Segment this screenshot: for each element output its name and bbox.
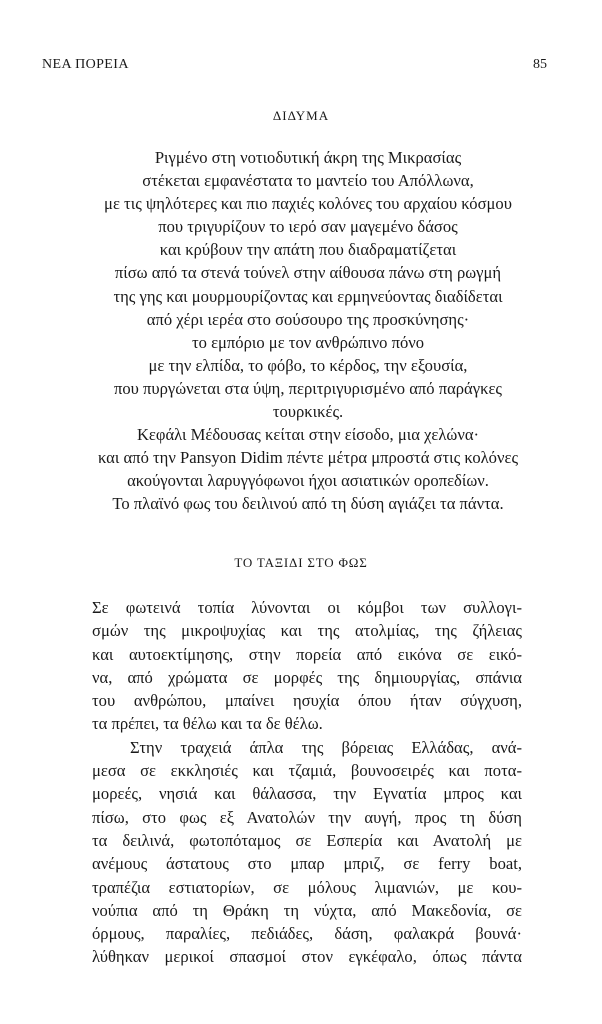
essay-line: τα πρέπει, τα θέλω και τα δε θέλω. (92, 714, 323, 734)
essay-line: σμών της μικροψυχίας και της ατολμίας, της ζήλειας (92, 621, 522, 641)
essay-line: τα δειλινά, φωτοπόταμος σε Εσπερία και Ανατολή με (92, 830, 522, 850)
essay-line: Στην τραχειά άπλα της βόρειας Ελλάδας, ανά- (130, 737, 522, 757)
essay-line: ανέμους άστατους στο μπαρ μπριζ, σε ferry boat, (92, 854, 522, 874)
essay-line: και αυτοεκτίμησης, στην πορεία από εικόνα σε εικό- (92, 644, 522, 664)
page-number: 85 (533, 57, 547, 72)
poem-line: Ριγμένο στη νοτιοδυτική άκρη της Μικρασίας (154, 148, 462, 167)
essay-line: λύθηκαν μερικοί σπασμοί στον εγκέφαλο, όπως πάντα (92, 947, 522, 967)
essay-title: ΤΟ ΤΑΞΙΔΙ ΣΤΟ ΦΩΣ (234, 555, 368, 570)
essay-body (92, 596, 522, 969)
essay-line: μεσα σε εκκλησιές και τζαμιά, βουνοσειρές και ποτα- (92, 761, 522, 781)
essay-line: να, από χρώματα σε μορφές της δημιουργίας, σπάνια (92, 667, 522, 687)
poem-title: ΔΙΔΥΜΑ (272, 108, 330, 123)
poem-line: της γης και μουρμουρίζοντας και ερμηνεύοντας διαδίδεται (113, 286, 503, 306)
poem-line: με τις ψηλότερες και πιο παχιές κολόνες του αρχαίου κόσμου (104, 194, 512, 214)
essay-line: όρμους, παραλίες, πεδιάδες, δάση, φαλακρά βουνά· (92, 924, 522, 944)
poem-body (40, 146, 576, 516)
poem-line: που πυργώνεται στα ύψη, περιτριγυρισμένο από παράγκες (113, 378, 502, 398)
poem-line: στέκεται εμφανέστατα το μαντείο του Απόλλωνα, (142, 171, 474, 191)
running-title: ΝΕΑ ΠΟΡΕΙΑ (42, 57, 129, 72)
essay-line: τραπέζια εστιατορίων, σε μόλους λιμανιών, με κου- (92, 877, 522, 897)
essay-line: Σε φωτεινά τοπία λύνονται οι κόμβοι των συλλογι- (92, 598, 522, 617)
poem-line: Κεφάλι Μέδουσας κείται στην είσοδο, μια χελώνα· (136, 425, 480, 445)
poem-line: Το πλαϊνό φως του δειλινού από τη δύση αγιάζει τα πάντα. (112, 494, 504, 514)
poem-line: από χέρι ιερέα στο σούσουρο της προσκύνησης· (146, 309, 470, 329)
poem-line: που τριγυρίζουν το ιερό σαν μαγεμένο δάσος (158, 217, 458, 237)
essay-line: μορεές, νησιά και θάλασσα, την Εγνατία μπρος και (92, 784, 522, 804)
poem-line: τουρκικές. (272, 402, 344, 422)
poem-line: το εμπόριο με τον ανθρώπινο πόνο (191, 332, 425, 352)
essay-line: πίσω, στο φως εξ Ανατολών την αυγή, προς τη δύση (92, 807, 522, 827)
essay-line: του ανθρώπου, μπαίνει ησυχία όπου ήταν σύγχυση, (92, 691, 522, 711)
essay-line: νούπια από τη Θράκη τη νύχτα, από Μακεδονία, σε (92, 900, 522, 920)
poem-line: ακούγονται λαρυγγόφωνοι ήχοι ασιατικών οροπεδίων. (127, 471, 489, 491)
poem-line: με την ελπίδα, το φόβο, το κέρδος, την εξουσία, (148, 355, 468, 375)
poem-line: και κρύβουν την απάτη που διαδραματίζεται (159, 240, 457, 260)
poem-line: πίσω από τα στενά τούνελ στην αίθουσα πάνω στη ρωγμή (114, 263, 502, 283)
poem-line: και από την Pansyon Didim πέντε μέτρα μπροστά στις κολόνες (97, 448, 519, 468)
